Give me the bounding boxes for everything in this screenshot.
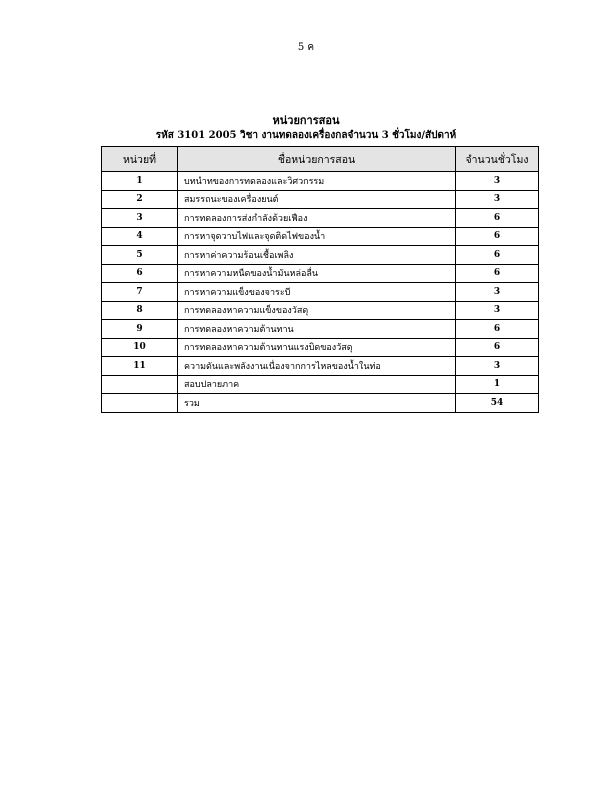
table-row	[102, 320, 539, 339]
teaching-units-table	[101, 146, 539, 413]
unit-name-cell: การหาความหนืดของน้ำมันหล่อลื่น	[178, 264, 456, 283]
table-header-row	[102, 147, 539, 172]
header-hours: จำนวนชั่วโมง	[456, 147, 539, 172]
unit-number-cell: 7	[102, 283, 178, 302]
table-total-row	[102, 394, 539, 413]
unit-name-cell: สอบปลายภาค	[178, 375, 456, 394]
table-row	[102, 209, 539, 228]
unit-name-cell: ความดันและพลังงานเนื่องจากการไหลของน้ำในท่อ	[178, 357, 456, 376]
unit-hours-cell: 6	[456, 209, 539, 228]
unit-number-cell: 5	[102, 246, 178, 265]
unit-name-cell: การทดลองการส่งกำลังด้วยเฟือง	[178, 209, 456, 228]
unit-hours-cell: 6	[456, 246, 539, 265]
header-unit-name: ชื่อหน่วยการสอน	[178, 147, 456, 172]
unit-number-cell: 4	[102, 227, 178, 246]
course-subtitle: รหัส 3101 2005 วิชา งานทดลองเครื่องกลจำนวน 3 ชั่วโมง/สัปดาห์	[155, 130, 457, 141]
unit-hours-cell: 3	[456, 357, 539, 376]
unit-number-cell: 6	[102, 264, 178, 283]
table-row	[102, 227, 539, 246]
unit-number-cell: 10	[102, 338, 178, 357]
table-row	[102, 375, 539, 394]
unit-name-cell: การทดลองหาความต้านทานแรงบิดของวัสดุ	[178, 338, 456, 357]
unit-number-cell: 11	[102, 357, 178, 376]
table-row	[102, 190, 539, 209]
table-row	[102, 246, 539, 265]
total-label-cell: รวม	[178, 394, 456, 413]
unit-hours-cell: 1	[456, 375, 539, 394]
unit-hours-cell: 3	[456, 190, 539, 209]
table-row	[102, 301, 539, 320]
total-hours-cell: 54	[456, 394, 539, 413]
unit-hours-cell: 6	[456, 264, 539, 283]
table-row	[102, 338, 539, 357]
unit-name-cell: สมรรถนะของเครื่องยนต์	[178, 190, 456, 209]
unit-number-cell	[102, 394, 178, 413]
table-row	[102, 357, 539, 376]
unit-name-cell: การหาจุดวาบไฟและจุดติดไฟของน้ำ	[178, 227, 456, 246]
document-title: หน่วยการสอน	[272, 114, 340, 127]
unit-hours-cell: 6	[456, 320, 539, 339]
unit-name-cell: การทดลองหาความต้านทาน	[178, 320, 456, 339]
unit-number-cell: 8	[102, 301, 178, 320]
table-row	[102, 172, 539, 191]
unit-hours-cell: 3	[456, 301, 539, 320]
unit-name-cell: การหาความแข็งของจาระบี	[178, 283, 456, 302]
unit-name-cell: บทนำทของการทดลองและวิศวกรรม	[178, 172, 456, 191]
unit-hours-cell: 6	[456, 338, 539, 357]
unit-name-cell: การหาค่าความร้อนเชื้อเพลิง	[178, 246, 456, 265]
unit-number-cell: 3	[102, 209, 178, 228]
unit-hours-cell: 6	[456, 227, 539, 246]
page-number: 5 ค	[297, 42, 315, 53]
table-row	[102, 264, 539, 283]
unit-number-cell: 9	[102, 320, 178, 339]
header-unit-number: หน่วยที่	[102, 147, 178, 172]
unit-hours-cell: 3	[456, 172, 539, 191]
unit-number-cell: 1	[102, 172, 178, 191]
unit-number-cell	[102, 375, 178, 394]
unit-number-cell: 2	[102, 190, 178, 209]
unit-name-cell: การทดลองหาความแข็งของวัสดุ	[178, 301, 456, 320]
unit-hours-cell: 3	[456, 283, 539, 302]
table-row	[102, 283, 539, 302]
